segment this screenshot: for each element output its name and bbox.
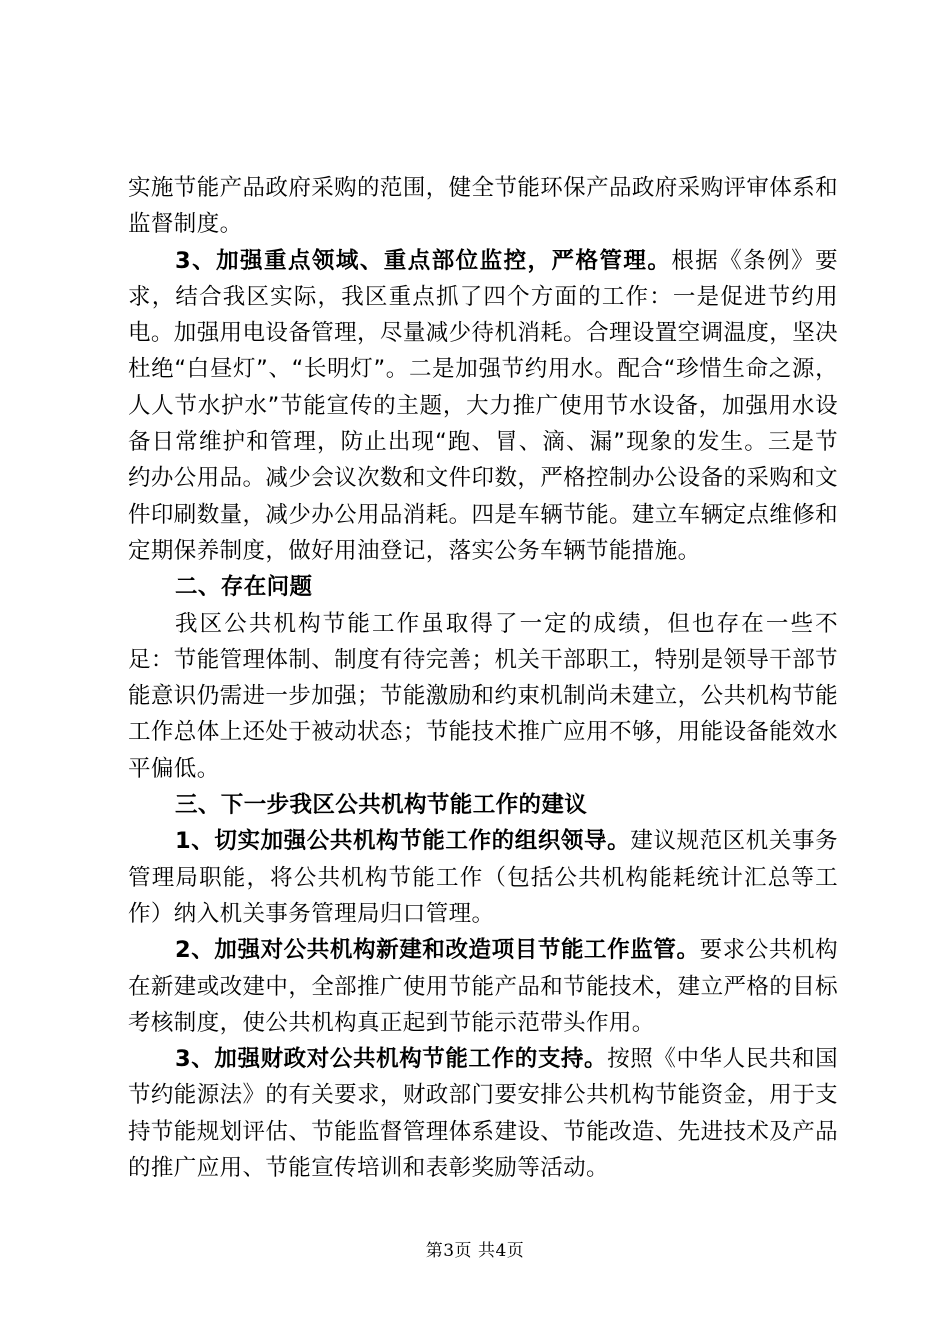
paragraph-lead: 1、切实加强公共机构节能工作的组织领导。 (175, 828, 631, 855)
paragraph-lead: 3、加强重点领域、重点部位监控，严格管理。 (175, 247, 672, 274)
paragraph-text: 实施节能产品政府采购的范围，健全节能环保产品政府采购评审体系和监督制度。 (128, 175, 838, 238)
paragraph-text: 我区公共机构节能工作虽取得了一定的成绩，但也存在一些不足：节能管理体制、制度有待完善；机关干部职工，特别是领导干部节能意识仍需进一步加强；节能激励和约束机制尚未建立，公共机构节能工作总体上还处于被动状态；节能技术推广应用不够，用能设备能效水平偏低。 (128, 610, 838, 782)
paragraph-text: 建议规范区机关事务管理局职能，将公共机构节能工作（包括公共机构能耗统计汇总等工作）纳入机关事务管理局归口管理。 (128, 828, 838, 927)
section-heading-problems (128, 569, 838, 605)
page-number: 第3页 共4页 (425, 1241, 525, 1261)
paragraph-problems (128, 606, 838, 787)
section-heading-text: 三、下一步我区公共机构节能工作的建议 (175, 792, 588, 819)
page-footer (0, 1236, 950, 1261)
paragraph-text: 根据《条例》要求，结合我区实际，我区重点抓了四个方面的工作：一是促进节约用电。加强用电设备管理，尽量减少待机消耗。合理设置空调温度，坚决杜绝“白昼灯”、“长明灯”。二是加强节约用水。配合“珍惜生命之源，人人节水护水”节能宣传的主题，大力推广使用节水设备，加强用水设备日常维护和管理，防止出现“跑、冒、滴、漏”现象的发生。三是节约办公用品。减少会议次数和文件印数，严格控制办公设备的采购和文件印刷数量，减少办公用品消耗。四是车辆节能。建立车辆定点维修和定期保养制度，做好用油登记，落实公务车辆节能措施。 (128, 247, 838, 564)
section-heading-suggestions (128, 787, 838, 823)
paragraph-text: 按照《中华人民共和国节约能源法》的有关要求，财政部门要安排公共机构节能资金，用于支持节能规划评估、节能监督管理体系建设、节能改造、先进技术及产品的推广应用、节能宣传培训和表彰奖励等活动。 (128, 1046, 838, 1182)
paragraph-key-areas (128, 243, 838, 570)
paragraph-text: 要求公共机构在新建或改建中，全部推广使用节能产品和节能技术，建立严格的目标考核制度，使公共机构真正起到节能示范带头作用。 (128, 937, 839, 1036)
paragraph-procurement (128, 170, 838, 243)
paragraph-lead: 2、加强对公共机构新建和改造项目节能工作监管。 (175, 937, 700, 964)
paragraph-suggestion-2 (128, 932, 838, 1041)
document-body (128, 170, 838, 1186)
paragraph-suggestion-3 (128, 1041, 838, 1186)
paragraph-suggestion-1 (128, 823, 838, 932)
paragraph-lead: 3、加强财政对公共机构节能工作的支持。 (175, 1046, 608, 1073)
section-heading-text: 二、存在问题 (175, 574, 313, 601)
